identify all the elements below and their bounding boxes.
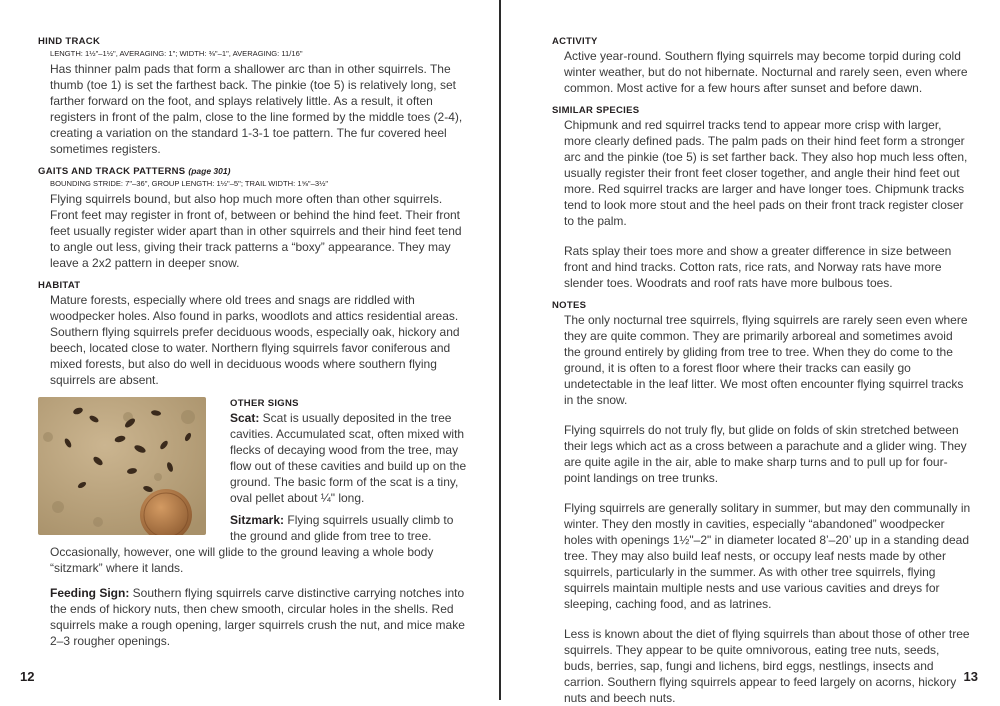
sitzmark-text-b: Occasionally, however, one will glide to the ground leaving a whole body “sitzmark” where it lands. <box>50 545 434 575</box>
notes-text-1: The only nocturnal tree squirrels, flying squirrels are rarely seen even where they are quite common. They are primarily arboreal and sometimes avoid the ground entirely by gliding from tree to tree. When they do come to the ground, it is often to a forest floor where their tracks can easily go undetectable in the leaf litter. We most often encounter flying squirrel tracks in the snow. <box>564 313 968 407</box>
scat-photo <box>38 397 206 535</box>
habitat-text: Mature forests, especially where old trees and snags are riddled with woodpecker holes. Also found in parks, woodlots and attics residential areas. Southern flying squirrels prefer deciduous woods, especially oak, hickory and beech, located close to water. Northern flying squirrels favor coniferous and mixed forests, but also do well in deciduous woods where southern flying squirrels are absent. <box>50 293 460 387</box>
gaits-text: Flying squirrels bound, but also hop much more often than other squirrels. Front feet may register in front of, between or behind the hind feet. Their front feet usually register wider apart than in other squirrels and their hind feet tend to angle out less, giving their track patterns a “boxy” appearance. They may leave a 2x2 pattern in deeper snow. <box>50 192 462 270</box>
activity-text: Active year-round. Southern flying squirrels may become torpid during cold winter weather, but do not hibernate. Nocturnal and rarely seen, even where common. Most active for a few hours after sunset and before dawn. <box>564 49 968 95</box>
sitzmark-text-a: Flying squirrels usually climb to the ground and glide from tree to tree. <box>230 513 454 543</box>
feeding-sign-term: Feeding Sign: <box>50 586 130 600</box>
left-column <box>38 36 468 648</box>
gaits-measurements: BOUNDING STRIDE: 7"–36", GROUP LENGTH: 1½"–5"; TRAIL WIDTH: 1⅝"–3½" <box>50 179 329 188</box>
notes-text-3: Flying squirrels are generally solitary in summer, but may den communally in winter. They den mostly in cavities, especially “abandoned” woodpecker holes with openings 1½"–2" in diameter located 8’–20’ up in a standing dead tree. They may also build leaf nests, or occupy leaf nests made by other squirrels, particularly in the summer. As with other tree squirrels, flying squirrels maintain multiple nests and use various cavities and dreys for sleeping, caching food, and as latrines. <box>564 501 971 611</box>
scat-term: Scat: <box>230 411 260 425</box>
activity-heading: ACTIVITY <box>552 36 598 47</box>
similar-species-text-2: Rats splay their toes more and show a greater difference in size between front and hind tracks. Cotton rats, rice rats, and Norway rats have more slender toes. Woodrats and roof rats have more bulbous toes. <box>564 244 952 290</box>
gaits-heading <box>38 166 468 177</box>
notes-text-4: Less is known about the diet of flying squirrels than about those of other tree squirrels. They appear to be quite omnivorous, eating tree nuts, seeds, buds, berries, sap, fungi and lichens, bird eggs, nestlings, insects and carrion. Southern flying squirrels appear to feed largely on acorns, hickory nuts and beech nuts. <box>564 627 970 705</box>
gaits-heading-text: GAITS AND TRACK PATTERNS <box>38 166 186 177</box>
similar-species-heading: SIMILAR SPECIES <box>552 105 640 116</box>
other-signs-heading: OTHER SIGNS <box>230 398 299 409</box>
right-column <box>552 36 972 706</box>
hind-track-measurements: LENGTH: 1½"–1½", AVERAGING: 1"; WIDTH: ⅜"–1", AVERAGING: 11/16" <box>50 49 303 58</box>
habitat-heading: HABITAT <box>38 280 81 291</box>
feeding-sign-paragraph <box>50 585 470 649</box>
left-page <box>0 0 499 700</box>
scat-paragraph <box>230 410 470 506</box>
scat-photo-image <box>38 397 206 535</box>
other-signs-block <box>230 398 470 544</box>
notes-text-2: Flying squirrels do not truly fly, but glide on folds of skin stretched between their legs which act as a cross between a parachute and a glider wing. They are quite agile in the air, able to make sharp turns and to pull up for four-point landings on tree trunks. <box>564 423 967 485</box>
feeding-sign-text: Southern flying squirrels carve distinctive carrying notches into the ends of hickory nuts, then chew smooth, circular holes in the shells. Red squirrels make a rough opening, larger squirrels crush the nut, and mice make 2–3 rougher openings. <box>50 586 465 648</box>
similar-species-text-1: Chipmunk and red squirrel tracks tend to appear more crisp with larger, more clearly defined pads. The palm pads on their hind feet form a stronger arc and the pinkie (toe 5) is set farther back. They also hop much less often, usually register their front feet closer together, and angle their hind feet out more. Red squirrel tracks are larger and have longer toes. Chipmunk tracks tend to look more stout and the heel pads on their front track register closer to the palm. <box>564 118 968 228</box>
sitzmark-term: Sitzmark: <box>230 513 285 527</box>
other-signs-continued <box>50 544 470 649</box>
page-number-left: 12 <box>20 669 35 684</box>
hind-track-text: Has thinner palm pads that form a shallower arc than in other squirrels. The thumb (toe 1) is set the farthest back. The pinkie (toe 5) is relatively long, set farther forward on the foot, and splays relatively little. As a result, it often registers in front of the palm, close to the line formed by the middle toes (2-4), creating a variation on the standard 1-3-1 toe pattern. The fur covered heel sometimes registers. <box>50 62 463 156</box>
scat-text: Scat is usually deposited in the tree cavities. Accumulated scat, often mixed with flecks of decaying wood from the tree, may flow out of these cavities and build up on the ground. The basic form of the scat is a tiny, oval pellet about ¼" long. <box>230 411 467 505</box>
sitzmark-paragraph-a <box>230 512 470 544</box>
right-page <box>501 0 1000 705</box>
page-number-right: 13 <box>963 669 978 684</box>
notes-heading: NOTES <box>552 300 587 311</box>
gaits-page-ref: (page 301) <box>188 166 231 176</box>
hind-track-heading: HIND TRACK <box>38 36 101 47</box>
